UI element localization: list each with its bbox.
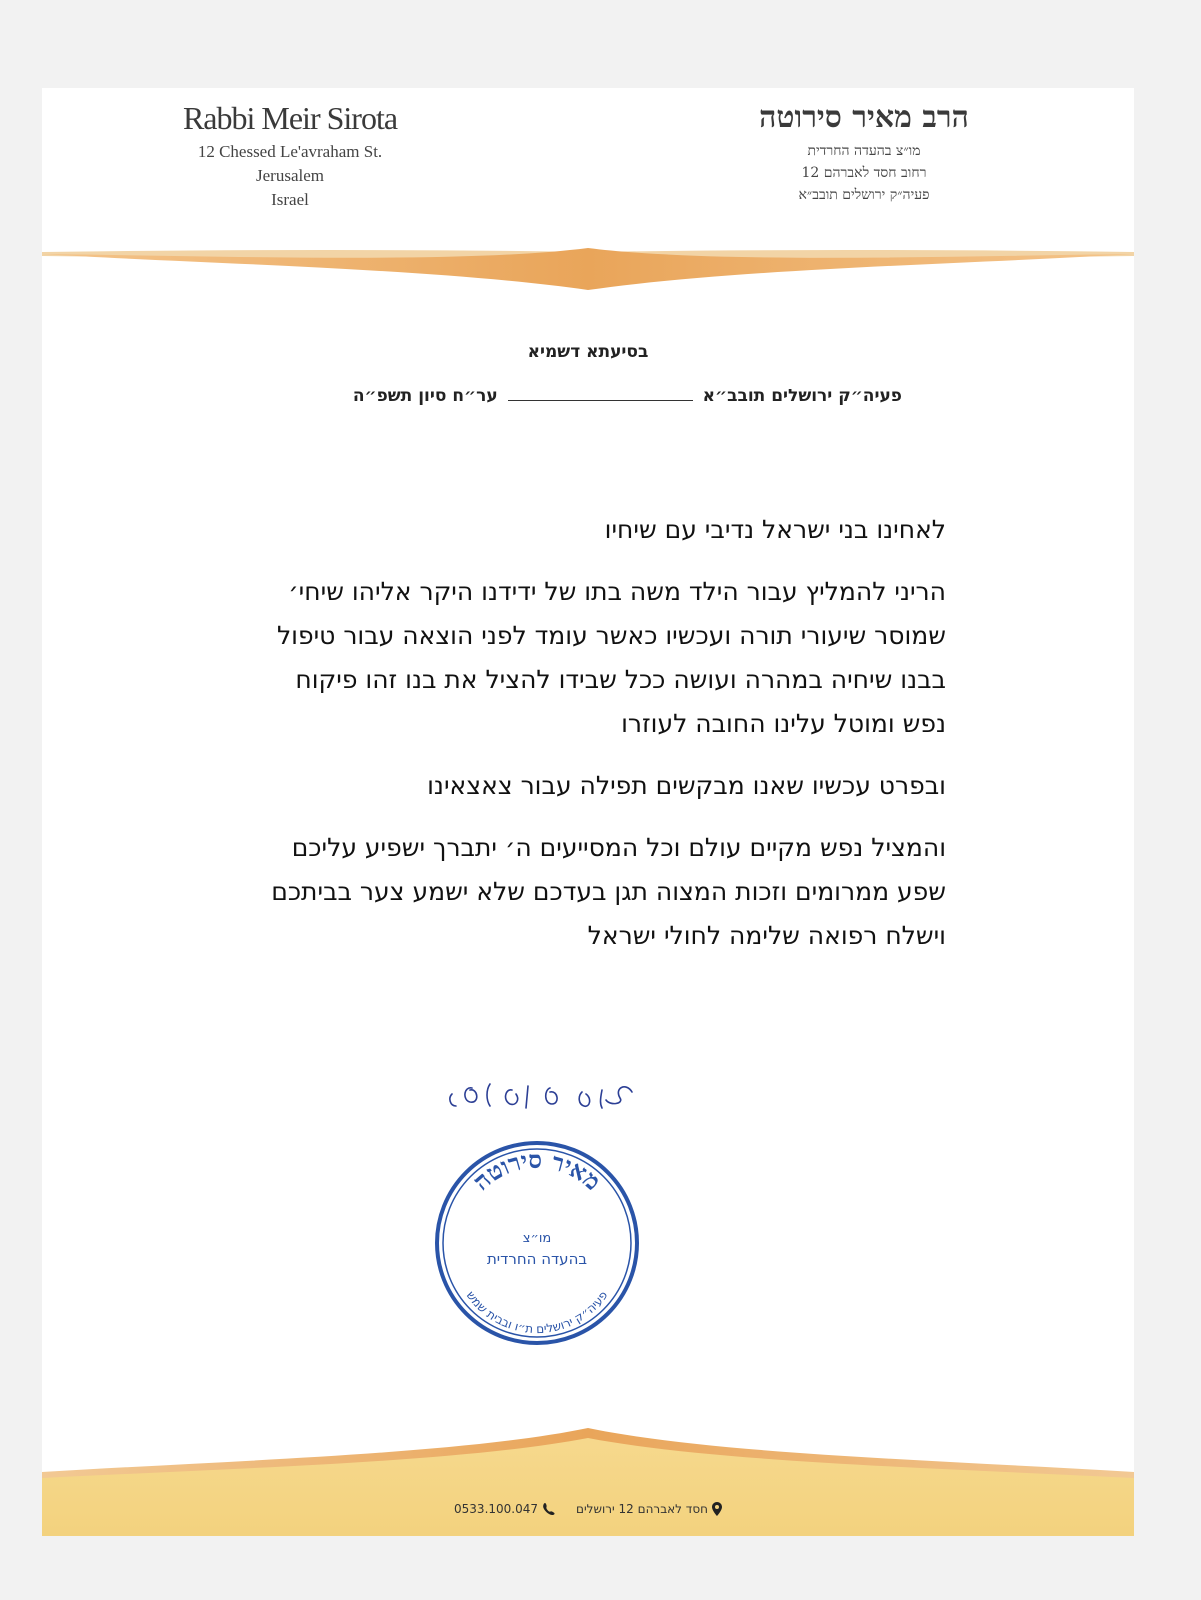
hebrew-name: הרב מאיר סירוטה: [759, 100, 969, 135]
letter-body: [246, 508, 946, 976]
blessing-heading: בסיעתא דשמיא: [527, 342, 649, 362]
place-label: פעיה״ק ירושלים תובב״א: [702, 386, 902, 406]
stamp-name-arc: מאיר סירוטה: [466, 1144, 608, 1196]
letter-paragraph: והמציל נפש מקיים עולם וכל המסייעים ה׳ יתברך ישפיע עליכם שפע ממרומים וזכות המצוה תגן בעדכם שלא ישמע צער בביתכם וישלח רפואה שלימה לחולי ישראל: [271, 833, 946, 950]
english-address-line: Jerusalem: [256, 166, 324, 185]
letter-sheet: [42, 88, 1134, 1536]
english-address-line: 12 Chessed Le'avraham St.: [197, 142, 383, 161]
stamp-organization: בהעדה החרדית: [486, 1250, 588, 1268]
letter-paragraph: ובפרט עכשיו שאנו מבקשים תפילה עבור צאצאינו: [427, 771, 946, 800]
hebrew-address-line: רחוב חסד לאברהם 12: [801, 165, 927, 181]
footer-address: [576, 1502, 722, 1516]
footer-wave-band: [42, 1416, 1134, 1536]
place-date-row: [353, 386, 902, 406]
hebrew-city-line: פעיה״ק ירושלים תובב״א: [798, 187, 930, 203]
handwritten-signature: [432, 1070, 652, 1130]
footer-phone: [454, 1502, 556, 1516]
location-pin-icon: [712, 1502, 722, 1516]
english-address-line: Israel: [271, 190, 309, 209]
stamp-title: מו״צ: [522, 1231, 552, 1246]
english-name: Rabbi Meir Sirota: [182, 100, 398, 136]
letter-date: ער״ח סיון תשפ״ה: [352, 386, 498, 406]
footer-contact: [42, 1502, 1134, 1516]
date-rule-line: [508, 386, 693, 401]
header-divider-wave: [42, 238, 1134, 308]
hebrew-title-line: מו״צ בהעדה החרדית: [807, 143, 921, 159]
hebrew-letterhead: [714, 100, 1014, 205]
rabbinical-stamp: [432, 1138, 642, 1348]
letter-greeting: לאחינו בני ישראל נדיבי עם שיחיו: [604, 515, 946, 544]
stamp-city-arc: פעיה״ק ירושלים ת״ו ובבית שמש: [463, 1288, 611, 1337]
letter-paragraph: הריני להמליץ עבור הילד משה בתו של ידידנו היקר אליהו שיחי׳ שמוסר שיעורי תורה ועכשיו כאשר עומד לפני הוצאה עבור טיפול בבנו שיחיה במהרה ועושה ככל שבידו להציל את בנו זהו פיקוח נפש ומוטל עלינו החובה לעוזרו: [276, 577, 946, 738]
phone-icon: [542, 1502, 556, 1516]
footer-phone-text: 0533.100.047: [454, 1502, 539, 1516]
footer-address-text: חסד לאברהם 12 ירושלים: [576, 1502, 708, 1516]
svg-text:מאיר סירוטה: [467, 1145, 607, 1196]
english-letterhead: [160, 100, 420, 211]
